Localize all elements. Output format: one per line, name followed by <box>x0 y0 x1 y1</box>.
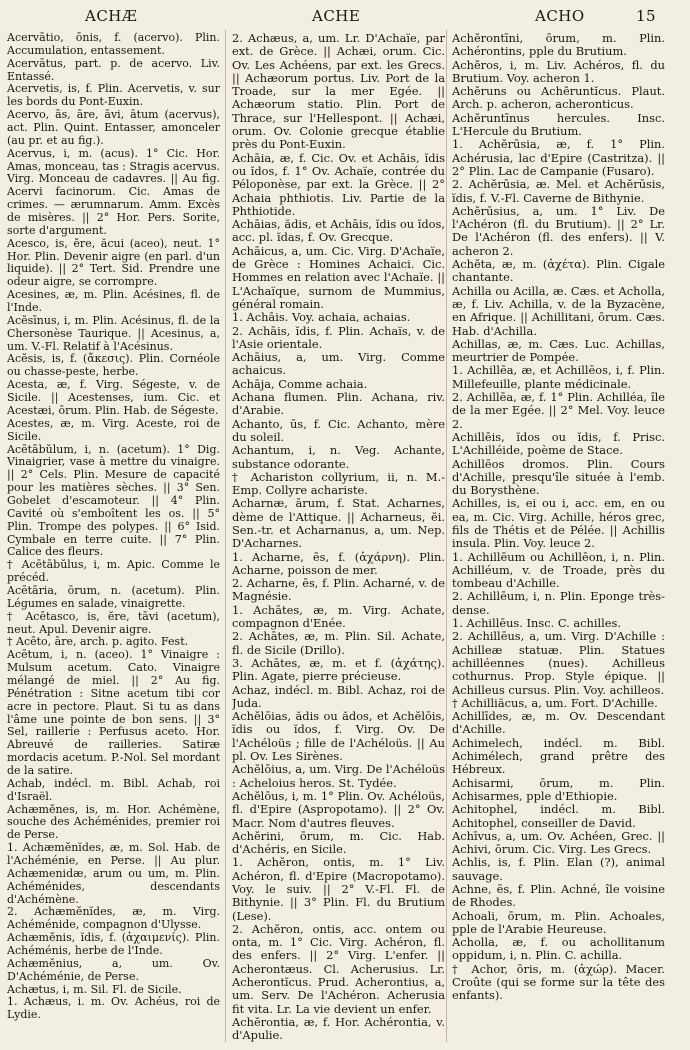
dictionary-entry: Acholla, æ, f. ou achollitanum oppidum, i, n. Plin. C. achilla. <box>452 935 665 963</box>
dictionary-entry: 1. Achillēum ou Achillēon, i, n. Plin. Achilléum, v. de Troade, près du tombeau d'Achille. <box>452 549 665 591</box>
dictionary-entry: Achĕlōus, i, m. 1° Plin. Ov. Achéloüs, fl. d'Epire (Aspropotamo). || 2° Ov. Macr. Nom d'autres fleuves. <box>232 788 445 830</box>
dictionary-entry: Acētum, i, n. (aceo). 1° Vinaigre : Mulsum acetum. Cato. Vinaigre mélangé de miel. || 2° Au fig. Pénétration : Sitne acetum tibi cor acre in pectore. Plaut. Si tu as dans l'âme une pointe de bon sens. || 3° Sel, raillerie : Perfusus aceto. Hor. Abreuvé de railleries. Satiræ mordacis acetum. P.-Nol. Sel mordant de la satire. <box>7 648 220 777</box>
dictionary-entry: 1. Achĕrūsia, æ, f. 1° Plin. Achérusia, lac d'Epire (Castritza). || 2° Plin. Lac de Campanie (Fusaro). <box>452 137 665 178</box>
dictionary-entry: Achĕrontia, æ, f. Hor. Achérontia, v. d'Apulie. <box>232 1014 445 1043</box>
dictionary-entry: Achĕrini, ōrum, m. Cic. Hab. d'Achéris, en Sicile. <box>232 828 445 857</box>
dictionary-entry: † Acētasco, is, ĕre, tāvi (acetum), neut. Apul. Devenir aigre. <box>7 609 220 636</box>
dictionary-entry: 1. Achātes, æ, m. Virg. Achate, compagnon d'Enée. <box>232 602 445 631</box>
dictionary-entry: 2. Achāis, ĭdis, f. Plin. Achaïs, v. de l'Asie orientale. <box>232 323 445 351</box>
dictionary-entry: Achīvus, a, um. Ov. Achéen, Grec. || Achivi, ōrum. Cic. Virg. Les Grecs. <box>452 828 665 857</box>
dictionary-entry: Achāia, æ, f. Cic. Ov. et Achāis, ĭdis ou ĭdos, f. 1° Ov. Achaïe, contrée du Péloponèse, par ext. la Grèce. || 2° Achaia phthiotis. Liv. Partie de la Phthiotide. <box>232 150 445 218</box>
dictionary-entry: 2. Achātes, æ, m. Plin. Sil. Achate, fl. de Sicile (Drillo). <box>232 629 445 657</box>
dictionary-entry: Achillēis, ĭdos ou ĭdis, f. Prisc. L'Achilléide, poème de Stace. <box>452 429 665 458</box>
dictionary-entry: Achlis, is, f. Plin. Elan (?), animal sauvage. <box>452 855 665 883</box>
dictionary-entry: † Acētābŭlus, i, m. Apic. Comme le précéd. <box>7 558 220 585</box>
dictionary-entry: 1. Achāis. Voy. achaia, achaias. <box>232 310 411 325</box>
entry-column-2 <box>232 32 445 1044</box>
dictionary-entry: Achisarmi, ōrum, m. Plin. Achisarmes, pple d'Ethiopie. <box>452 775 665 803</box>
dictionary-entry: 1. Acharne, ēs, f. (ἀχάρνη). Plin. Acharne, poisson de mer. <box>232 549 445 577</box>
dictionary-entry: Acervetis, is, f. Plin. Acervetis, v. sur les bords du Pont-Euxin. <box>7 82 220 109</box>
dictionary-entry: 2. Achæus, a, um. Lr. D'Achaïe, par ext. de Grèce. || Achæi, orum. Cic. Ov. Les Achéens, par ext. les Grecs. || Achæorum portus. Liv. Port de la Troade, sur la mer Egée. || Achæorum statio. Plin. Port de Thrace, sur l'Hellespont. || Achæi, orum. Ov. Colonie grecque établie près du Pont-Euxin. <box>232 32 445 152</box>
dictionary-entry: Acervo, ās, āre, āvi, ātum (acervus), act. Plin. Quint. Entasser, amonceler (au pr. et au fig.). <box>7 108 220 147</box>
page-number: 15 <box>636 7 657 25</box>
dictionary-entry: 1. Achillēus. Insc. C. achilles. <box>452 616 622 631</box>
entry-column-1 <box>7 32 220 1044</box>
dictionary-entry: Achillīdes, æ, m. Ov. Descendant d'Achille. <box>452 709 665 737</box>
dictionary-entry: 1. Achæus, i. m. Ov. Achéus, roi de Lydie. <box>7 995 220 1022</box>
dictionary-entry: 2. Achillēa, æ, f. 1° Plin. Achilléa, île de la mer Egée. || 2° Mel. Voy. leuce 2. <box>452 390 665 431</box>
dictionary-entry: Acĕsīnus, i, m. Plin. Acésinus, fl. de la Chersonèse Taurique. || Acesinus, a, um. V.-Fl. Relatif à l'Acésinus. <box>7 313 220 353</box>
dictionary-entry: 2. Achĕrūsia, æ. Mel. et Achĕrūsis, ĭdis, f. V.-Fl. Caverne de Bithynie. <box>452 177 665 205</box>
dictionary-entry: Achæmĕnius, a, um. Ov. D'Achéménie, de Perse. <box>7 956 220 983</box>
dictionary-entry: † Achor, ōris, m. (ἀχώρ). Macer. Croûte (qui se forme sur la tête des enfants). <box>452 961 665 1003</box>
dictionary-entry: Acharnæ, ārum, f. Stat. Acharnes, dème de l'Attique. || Acharneus, ĕi. Sen.-tr. et Acharnanus, a, um. Nep. D'Acharnes. <box>232 496 445 551</box>
dictionary-entry: 2. Achĕron, ontis, acc. ontem ou onta, m. 1° Cic. Virg. Achéron, fl. des enfers. || 2° Virg. L'enfer. || Acherontæus. Cl. Acherusius. Lr. Acherontĭcus. Prud. Acherontius, a, um. Serv. De l'Achéron. Acherusia fit vita. Lr. La vie devient un enfer. <box>232 921 445 1016</box>
dictionary-entry: 2. Achillēum, i, n. Plin. Eponge très-dense. <box>452 589 665 617</box>
dictionary-entry: Achimelech, indécl. m. Bibl. Achimélech, grand prêtre des Hébreux. <box>452 735 665 777</box>
dictionary-entry: Achanto, ūs, f. Cic. Achanto, mère du soleil. <box>232 416 445 444</box>
dictionary-entry: Achne, ēs, f. Plin. Achné, île voisine de Rhodes. <box>452 882 665 910</box>
dictionary-entry: Achĕta, æ, m. (ἀχέτα). Plin. Cigale chantante. <box>452 257 665 285</box>
dictionary-entry: 3. Achātes, æ, m. et f. (ἀχάτης). Plin. Agate, pierre précieuse. <box>232 655 445 684</box>
dictionary-entry: Acervātio, ōnis, f. (acervo). Plin. Accumulation, entassement. <box>7 32 220 57</box>
dictionary-entry: Achoali, ōrum, m. Plin. Achoales, pple de l'Arabie Heureuse. <box>452 908 665 936</box>
dictionary-entry: 2. Achæmĕnĭdes, æ, m. Virg. Achéménide, compagnon d'Ulysse. <box>7 905 220 932</box>
dictionary-entry: Acesta, æ, f. Virg. Ségeste, v. de Sicile. || Acestenses, ium. Cic. et Acestæi, ōrum. Plin. Hab. de Ségeste. <box>7 378 220 417</box>
dictionary-entry: Achab, indécl. m. Bibl. Achab, roi d'Israël. <box>7 776 220 803</box>
dictionary-entry: Achana flumen. Plin. Achana, riv. d'Arabie. <box>232 390 445 418</box>
dictionary-entry: 1. Achillēa, æ, et Achillēos, i, f. Plin. Millefeuille, plante médicinale. <box>452 363 665 391</box>
dictionary-entry: Achĕros, i, m. Liv. Achéros, fl. du Brutium. Voy. acheron 1. <box>452 57 665 85</box>
dictionary-entry: 2. Acharne, ēs, f. Plin. Acharné, v. de Magnésie. <box>232 576 445 604</box>
dictionary-entry: Achĕruntīnus hercules. Insc. L'Hercule du Brutium. <box>452 110 665 139</box>
dictionary-entry: Achāicus, a, um. Cic. Virg. D'Achaïe, de Grèce : Homines Achaici. Cic. Hommes en relation avec l'Achaïe. || L'Achaïque, surnom de Mummius, général romain. <box>232 243 445 311</box>
dictionary-entry: Acesco, is, ĕre, ăcui (aceo), neut. 1° Hor. Plin. Devenir aigre (en parl. d'un liquide). || 2° Tert. Sid. Prendre une odeur aigre, se corrompre. <box>7 236 220 289</box>
dictionary-entry: Acētābŭlum, i, n. (acetum). 1° Dig. Vinaigrier, vase à mettre du vinaigre. || 2° Cels. Plin. Mesure de capacité pour les matières sèches. || 3° Sen. Gobelet d'escamoteur. || 4° Plin. Cavité où s'emboîtent les os. || 5° Plin. Trompe des polypes. || 6° Isid. Cymbale en terre cuite. || 7° Plin. Calice des fleurs. <box>7 442 220 559</box>
dictionary-entry: Achaz, indécl. m. Bibl. Achaz, roi de Juda. <box>232 682 445 710</box>
dictionary-entry: Achitophel, indécl. m. Bibl. Achitophel, conseiller de David. <box>452 802 665 830</box>
dictionary-entry: Achilla ou Acilla, æ. Cæs. et Acholla, æ, f. Liv. Achilla, v. de la Byzacène, en Afrique. || Achillitani, ōrum. Cæs. Hab. d'Achilla. <box>452 283 665 338</box>
dictionary-entry: † Achariston collyrium, ii, n. M.-Emp. Collyre achariste. <box>232 469 445 498</box>
dictionary-entry: 1. Achæmĕnĭdes, æ, m. Sol. Hab. de l'Achéménie, en Perse. || Au plur. Achæmenidæ, arum ou um, m. Plin. Achéménides, descendants d'Achémène. <box>7 841 220 906</box>
header-center-guideword: ACHE <box>312 7 361 25</box>
dictionary-entry: Achæmĕnis, ĭdis, f. (ἀχαιμενίς). Plin. Achéménis, herbe de l'Inde. <box>7 931 220 958</box>
dictionary-entry: Achāius, a, um. Virg. Comme achaicus. <box>232 350 445 378</box>
header-left-guideword: ACHÆ <box>85 7 138 25</box>
dictionary-entry: Achāja, Comme achaia. <box>232 376 368 391</box>
dictionary-entry: Acestes, æ, m. Virg. Aceste, roi de Sicile. <box>7 416 220 443</box>
dictionary-entry: Achāias, ădis, et Achāis, ĭdis ou ĭdos, acc. pl. ĭdas, f. Ov. Grecque. <box>232 217 445 245</box>
dictionary-entry: Achĕlōias, ădis ou ădos, et Achĕlōis, ĭdis ou ĭdos, f. Virg. Ov. De l'Achéloüs ; fille de l'Achéloüs. || Au pl. Ov. Les Sirènes. <box>232 709 445 764</box>
dictionary-entry: † Achilliăcus, a, um. Fort. D'Achille. <box>452 695 658 710</box>
dictionary-entry: Achantum, i, n. Veg. Achante, substance odorante. <box>232 443 445 471</box>
dictionary-entry: † Acēto, āre, arch. p. agito. Fest. <box>7 635 189 649</box>
dictionary-entry: Achĕrontīni, ōrum, m. Plin. Achérontins, pple du Brutium. <box>452 32 665 59</box>
header-right-guideword: ACHO <box>535 7 585 25</box>
dictionary-entry: Achilles, is, ei ou i, acc. em, en ou ea, m. Cic. Virg. Achille, héros grec, fils de Thétis et de Pélée. || Achillis insula. Plin. Voy. leuce 2. <box>452 496 665 551</box>
dictionary-entry: 1. Achĕron, ontis, m. 1° Liv. Achéron, fl. d'Epire (Macropotamo). Voy. le suiv. || 2° V.-Fl. Fl. de Bithynie. || 3° Plin. Fl. du Brutium (Lese). <box>232 855 445 923</box>
dictionary-entry: Acesines, æ, m. Plin. Acésines, fl. de l'Inde. <box>7 288 220 315</box>
entry-column-3 <box>452 32 665 1044</box>
dictionary-entry: Achillas, æ, m. Cæs. Luc. Achillas, meurtrier de Pompée. <box>452 336 665 365</box>
column-divider <box>446 30 447 1042</box>
dictionary-entry: 2. Achillēus, a, um. Virg. D'Achille : Achilleæ statuæ. Plin. Statues achilléennes (nues). Achilleus cothurnus. Prop. Style épique. || Achilleus cursus. Plin. Voy. achilleos. <box>452 629 665 697</box>
column-divider <box>225 30 226 1042</box>
dictionary-entry: Acervātus, part. p. de acervo. Liv. Entassé. <box>7 56 220 83</box>
dictionary-entry: Achĕruns ou Achĕruntĭcus. Plaut. Arch. p. acheron, acheronticus. <box>452 84 665 112</box>
dictionary-entry: Achĕlōius, a, um. Virg. De l'Achéloüs : Acheloius heros. St. Tydée. <box>232 762 445 790</box>
running-header <box>0 0 690 28</box>
dictionary-entry: Achillēos dromos. Plin. Cours d'Achille, presqu'île située à l'emb. du Borysthène. <box>452 456 665 498</box>
dictionary-entry: Achæmĕnes, is, m. Hor. Achémène, souche des Achéménides, premier roi de Perse. <box>7 802 220 842</box>
dictionary-entry: Acervus, i, m. (acus). 1° Cic. Hor. Amas, monceau, tas : Stragis acervus. Virg. Monceau de cadavres. || Au fig. Acervi facinorum. Cic. Amas de crimes. — ærumnarum. Amm. Excès de misères. || 2° Hor. Pers. Sorite, sorte d'argument. <box>7 146 220 237</box>
dictionary-entry: Achætus, i, m. Sil. Fl. de Sicile. <box>7 982 182 996</box>
dictionary-entry: Acĕsis, is, f. (ἄκεσις). Plin. Cornéole ou chasse-peste, herbe. <box>7 352 220 379</box>
dictionary-entry: Achĕrūsius, a, um. 1° Liv. De l'Achéron (fl. du Brutium). || 2° Lr. De l'Achéron (fl. des enfers). || V. acheron 2. <box>452 203 665 258</box>
dictionary-entry: Acētāria, ōrum, n. (acetum). Plin. Légumes en salade, vinaigrette. <box>7 583 220 610</box>
